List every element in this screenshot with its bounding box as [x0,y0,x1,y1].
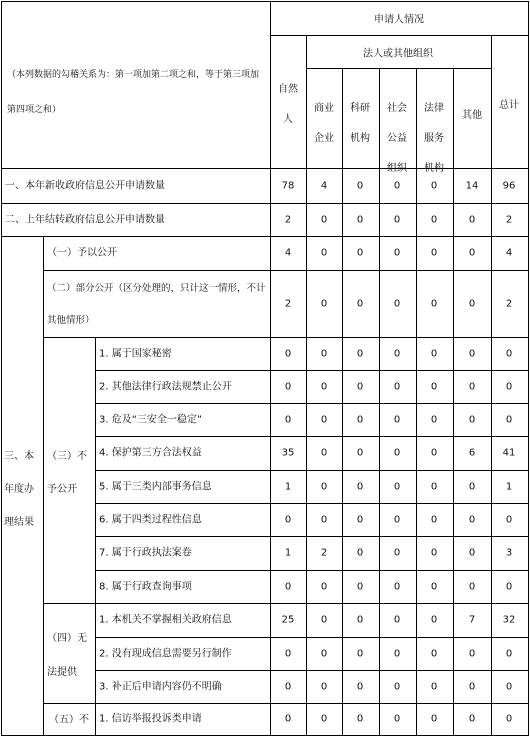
row-1-value-5: 0 [430,179,438,191]
row-2-value-6: 0 [468,213,476,225]
row-label-5: 1. 属于国家秘密 [99,347,172,359]
row-10-value-4: 0 [393,513,401,525]
row-4-value-2: 0 [320,297,328,309]
row-15-value-6: 0 [468,680,476,692]
row-1-value-3: 0 [356,179,364,191]
row-label-12: 8. 属于行政查询事项 [99,580,192,592]
row-8-value-4: 0 [393,447,401,459]
row-4-value-7: 2 [505,297,513,309]
row-16-value-1: 0 [284,713,292,725]
row-label-14: 2. 没有现成信息需要另行制作 [99,647,232,659]
group-4-label: （四）无法提供 [47,633,87,678]
row-10-value-1: 0 [284,513,292,525]
row-label-13: 1. 本机关不掌握相关政府信息 [99,614,232,626]
row-label-4: （二）部分公开（区分处理的，只计这一情形，不计其他情形） [47,283,266,326]
row-9-value-4: 0 [393,480,401,492]
row-label-15: 3. 补正后申请内容仍不明确 [99,680,222,692]
row-8-value-2: 0 [320,447,328,459]
col-header-5: 法律服务机构 [424,103,444,174]
row-6-value-2: 0 [320,380,328,392]
row-label-2: 二、上年结转政府信息公开申请数量 [5,213,165,225]
row-12-value-5: 0 [430,580,438,592]
row-14-value-6: 0 [468,647,476,659]
row-15-value-5: 0 [430,680,438,692]
row-7-value-5: 0 [430,413,438,425]
row-5-value-6: 0 [468,347,476,359]
row-10-value-2: 0 [320,513,328,525]
row-11-value-1: 1 [284,547,292,559]
row-10-value-5: 0 [430,513,438,525]
row-8-value-1: 35 [281,447,295,459]
col-header-7: 总计 [499,100,519,111]
row-12-value-3: 0 [356,580,364,592]
row-14-value-1: 0 [284,647,292,659]
row-8-value-3: 0 [356,447,364,459]
row-12-value-6: 0 [468,580,476,592]
row-16-value-4: 0 [393,713,401,725]
row-12-value-1: 0 [284,580,292,592]
row-1-value-1: 78 [281,179,295,191]
row-label-3: （一）予以公开 [47,247,117,259]
row-5-value-5: 0 [430,347,438,359]
row-6-value-4: 0 [393,380,401,392]
row-1-value-7: 96 [502,179,516,191]
row-4-value-4: 0 [393,297,401,309]
row-10-value-3: 0 [356,513,364,525]
row-label-16: 1. 信访举报投诉类申请 [99,713,202,725]
col-header-1: 自然人 [278,84,298,125]
col-header-2: 商业企业 [314,103,334,144]
row-5-value-3: 0 [356,347,364,359]
row-2-value-5: 0 [430,213,438,225]
row-11-value-6: 0 [468,547,476,559]
row-16-value-7: 0 [505,713,513,725]
row-11-value-5: 0 [430,547,438,559]
row-3-value-4: 0 [393,247,401,259]
row-14-value-2: 0 [320,647,328,659]
col-header-3: 科研机构 [350,103,370,144]
row-14-value-3: 0 [356,647,364,659]
row-9-value-1: 1 [284,480,292,492]
applicant-header: 申请人情况 [374,14,424,26]
row-8-value-6: 6 [468,447,476,459]
row-16-value-3: 0 [356,713,364,725]
row-11-value-7: 3 [505,547,513,559]
row-9-value-5: 0 [430,480,438,492]
row-13-value-2: 0 [320,614,328,626]
row-6-value-3: 0 [356,380,364,392]
row-11-value-2: 2 [320,547,328,559]
row-6-value-1: 0 [284,380,292,392]
row-11-value-3: 0 [356,547,364,559]
section-3-label: 三、本年度办理结果 [4,451,34,528]
row-label-10: 6. 属于四类过程性信息 [99,513,202,525]
row-1-value-4: 0 [393,179,401,191]
row-5-value-2: 0 [320,347,328,359]
row-6-value-7: 0 [505,380,513,392]
row-3-value-5: 0 [430,247,438,259]
row-9-value-7: 1 [505,480,513,492]
row-15-value-1: 0 [284,680,292,692]
row-11-value-4: 0 [393,547,401,559]
row-2-value-3: 0 [356,213,364,225]
row-3-value-2: 0 [320,247,328,259]
row-label-11: 7. 属于行政执法案卷 [99,547,192,559]
row-7-value-7: 0 [505,413,513,425]
row-label-1: 一、本年新收政府信息公开申请数量 [5,179,165,191]
row-3-value-1: 4 [284,247,292,259]
row-2-value-4: 0 [393,213,401,225]
row-7-value-1: 0 [284,413,292,425]
row-label-8: 4. 保护第三方合法权益 [99,447,202,459]
row-12-value-4: 0 [393,580,401,592]
row-12-value-7: 0 [505,580,513,592]
row-label-7: 3. 危及“三安全一稳定” [99,413,203,425]
col-header-4: 社会公益组织 [387,103,407,174]
row-4-value-6: 0 [468,297,476,309]
row-2-value-7: 2 [505,213,513,225]
row-5-value-4: 0 [393,347,401,359]
row-10-value-6: 0 [468,513,476,525]
row-13-value-7: 32 [502,614,516,626]
row-14-value-4: 0 [393,647,401,659]
row-15-value-2: 0 [320,680,328,692]
group-3-label: （三）不予公开 [47,451,87,495]
row-6-value-6: 0 [468,380,476,392]
row-13-value-4: 0 [393,614,401,626]
row-15-value-7: 0 [505,680,513,692]
row-4-value-1: 2 [284,297,292,309]
row-14-value-5: 0 [430,647,438,659]
row-9-value-2: 0 [320,480,328,492]
group-5-label: （五）不 [49,714,89,726]
row-13-value-3: 0 [356,614,364,626]
row-14-value-7: 0 [505,647,513,659]
row-9-value-3: 0 [356,480,364,492]
row-7-value-6: 0 [468,413,476,425]
row-1-value-6: 14 [465,179,479,191]
row-16-value-2: 0 [320,713,328,725]
row-4-value-3: 0 [356,297,364,309]
row-4-value-5: 0 [430,297,438,309]
row-13-value-1: 25 [281,614,295,626]
row-13-value-5: 0 [430,614,438,626]
row-label-9: 5. 属于三类内部事务信息 [99,480,212,492]
row-13-value-6: 7 [468,614,476,626]
row-12-value-2: 0 [320,580,328,592]
row-2-value-2: 0 [320,213,328,225]
row-7-value-3: 0 [356,413,364,425]
row-7-value-4: 0 [393,413,401,425]
row-8-value-7: 41 [502,447,516,459]
row-16-value-5: 0 [430,713,438,725]
row-label-6: 2. 其他法律行政法规禁止公开 [99,380,232,392]
row-15-value-4: 0 [393,680,401,692]
row-6-value-5: 0 [430,380,438,392]
row-3-value-6: 0 [468,247,476,259]
row-9-value-6: 0 [468,480,476,492]
row-5-value-1: 0 [284,347,292,359]
row-5-value-7: 0 [505,347,513,359]
row-2-value-1: 2 [284,213,292,225]
header-left-note: （本列数据的勾稽关系为：第一项加第二项之和，等于第三项加第四项之和） [7,70,260,115]
row-3-value-7: 4 [505,247,513,259]
col-header-6: 其他 [462,110,482,121]
row-1-value-2: 4 [320,179,328,191]
row-3-value-3: 0 [356,247,364,259]
legal-entities-header: 法人或其他组织 [363,48,433,60]
row-7-value-2: 0 [320,413,328,425]
row-16-value-6: 0 [468,713,476,725]
row-8-value-5: 0 [430,447,438,459]
row-15-value-3: 0 [356,680,364,692]
row-10-value-7: 0 [505,513,513,525]
